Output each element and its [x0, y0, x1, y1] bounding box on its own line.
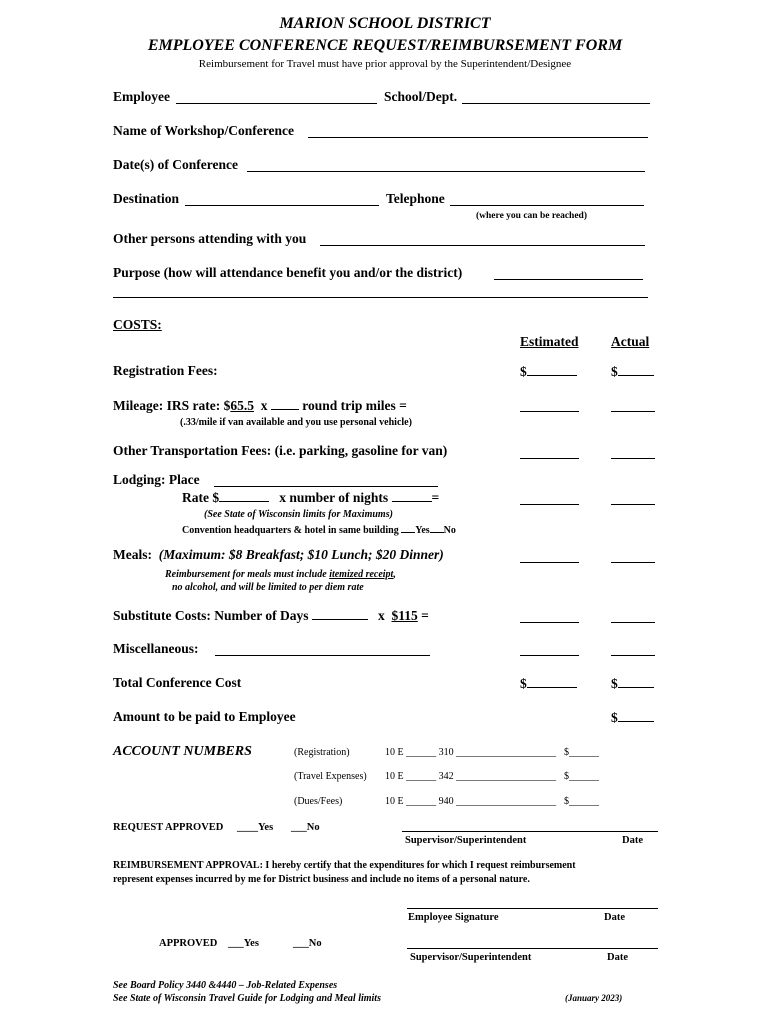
misc-field[interactable] — [215, 655, 430, 656]
costs-heading: COSTS: — [113, 317, 162, 332]
substitute-days-field[interactable] — [312, 607, 368, 620]
substitute-rate: $115 — [391, 608, 418, 623]
total-actual[interactable] — [611, 675, 654, 692]
account-row-registration-amount[interactable]: $______ — [564, 747, 599, 758]
mileage-actual-field[interactable] — [611, 411, 655, 412]
dollar-sign: $ — [611, 676, 618, 691]
supervisor-signature-field[interactable] — [407, 948, 658, 949]
registration-actual[interactable] — [611, 363, 654, 380]
purpose-field[interactable] — [494, 279, 643, 280]
lodging-place-label: Lodging: Place — [113, 472, 200, 487]
telephone-note: (where you can be reached) — [476, 211, 587, 221]
registration-actual-blank[interactable] — [618, 363, 654, 376]
lodging-note-convention — [182, 523, 456, 536]
reimbursement-text-line2: represent expenses incurred by me for District business and include no items of a personal nature. — [113, 874, 530, 885]
request-date-label: Date — [622, 835, 643, 846]
meals-note-receipt — [165, 569, 396, 580]
actual-column-header: Actual — [611, 334, 650, 349]
mileage-note: (.33/mile if van available and you use personal vehicle) — [180, 417, 412, 428]
meals-label: Meals: — [113, 547, 152, 562]
convention-yes-field[interactable] — [401, 523, 415, 533]
lodging-place-field[interactable] — [214, 486, 438, 487]
request-signature-label: Supervisor/Superintendent — [405, 835, 527, 846]
substitute-times: x — [378, 608, 385, 623]
form-subtitle: Reimbursement for Travel must have prior approval by the Superintendent/Designee — [198, 58, 572, 70]
lodging-equals: = — [431, 490, 440, 505]
dollar-sign: $ — [520, 676, 527, 691]
total-estimated-blank[interactable] — [527, 675, 577, 688]
lodging-actual-field[interactable] — [611, 504, 655, 505]
account-row-dues-label: (Dues/Fees) — [294, 796, 343, 807]
others-field[interactable] — [320, 245, 645, 246]
substitute-label: Substitute Costs: Number of Days — [113, 608, 309, 623]
supervisor-date-label: Date — [607, 952, 628, 963]
destination-label: Destination — [113, 191, 180, 206]
meals-note-comma: , — [393, 569, 396, 580]
purpose-field-line2[interactable] — [113, 297, 648, 298]
registration-estimated-blank[interactable] — [527, 363, 577, 376]
supervisor-signature-label: Supervisor/Superintendent — [410, 952, 532, 963]
total-label: Total Conference Cost — [113, 675, 242, 690]
mileage-rate-label: Mileage: IRS rate: $ — [113, 398, 231, 413]
footer-date: (January 2023) — [565, 993, 623, 1003]
dates-label: Date(s) of Conference — [113, 157, 238, 172]
lodging-nights-field[interactable] — [392, 489, 432, 502]
mileage-row — [113, 397, 407, 414]
other-transport-label: Other Transportation Fees: (i.e. parking, gasoline for van) — [113, 443, 448, 458]
registration-label: Registration Fees: — [113, 363, 218, 378]
form-title: EMPLOYEE CONFERENCE REQUEST/REIMBURSEMENT FORM — [147, 37, 623, 54]
approved-label: APPROVED — [159, 938, 218, 949]
dates-field[interactable] — [247, 171, 645, 172]
telephone-label: Telephone — [386, 191, 445, 206]
meals-actual-field[interactable] — [611, 562, 655, 563]
employee-signature-date-label: Date — [604, 912, 625, 923]
lodging-rate-label: Rate $ — [182, 490, 220, 505]
meals-note-text: Reimbursement for meals must include — [165, 569, 327, 580]
substitute-actual-field[interactable] — [611, 622, 655, 623]
meals-row — [113, 547, 444, 563]
convention-no-field[interactable] — [430, 523, 444, 533]
telephone-field[interactable] — [450, 205, 644, 206]
employee-signature-field[interactable] — [407, 908, 658, 909]
others-label: Other persons attending with you — [113, 231, 307, 246]
meals-note-alcohol: no alcohol, and will be limited to per diem rate — [172, 582, 364, 593]
dollar-sign: $ — [611, 364, 618, 379]
lodging-rate-row — [182, 489, 439, 506]
mileage-times: x — [260, 398, 268, 413]
approved-no-option[interactable]: ___No — [293, 938, 322, 949]
lodging-note-limits: (See State of Wisconsin limits for Maximums) — [204, 509, 393, 520]
convention-label: Convention headquarters & hotel in same building — [182, 525, 399, 536]
mileage-miles-field[interactable] — [271, 397, 299, 410]
substitute-estimated-field[interactable] — [520, 622, 579, 623]
dollar-sign: $ — [611, 710, 618, 725]
reimbursement-text-line1: REIMBURSEMENT APPROVAL: I hereby certify that the expenditures for which I request reimbursement — [113, 860, 576, 871]
substitute-equals: = — [421, 608, 429, 623]
lodging-nights-label: x number of nights — [279, 490, 389, 505]
request-no-option[interactable]: ___No — [291, 822, 320, 833]
account-row-registration-label: (Registration) — [294, 747, 350, 758]
employee-field[interactable] — [176, 103, 377, 104]
footer-travel-guide: See State of Wisconsin Travel Guide for Lodging and Meal limits — [113, 993, 381, 1004]
workshop-label: Name of Workshop/Conference — [113, 123, 294, 138]
account-row-travel-label: (Travel Expenses) — [294, 771, 367, 782]
account-row-dues-code[interactable]: 10 E ______ 940 ____________________ — [385, 796, 557, 807]
estimated-column-header: Estimated — [520, 334, 579, 349]
school-label: School/Dept. — [384, 89, 458, 104]
school-field[interactable] — [462, 103, 650, 104]
misc-estimated-field[interactable] — [520, 655, 579, 656]
employee-label: Employee — [113, 89, 170, 104]
purpose-label: Purpose (how will attendance benefit you and/or the district) — [113, 265, 463, 280]
amount-label: Amount to be paid to Employee — [113, 709, 296, 724]
dollar-sign: $ — [520, 364, 527, 379]
misc-actual-field[interactable] — [611, 655, 655, 656]
form-title-district: MARION SCHOOL DISTRICT — [279, 15, 491, 32]
account-row-dues-amount[interactable]: $______ — [564, 796, 599, 807]
request-approved-label: REQUEST APPROVED — [113, 822, 224, 833]
convention-yes-label: Yes — [415, 525, 430, 536]
account-row-registration-code[interactable]: 10 E ______ 310 ____________________ — [385, 747, 557, 758]
request-signature-field[interactable] — [402, 831, 658, 832]
destination-field[interactable] — [185, 205, 379, 206]
footer-board-policy: See Board Policy 3440 &4440 – Job-Related Expenses — [113, 980, 338, 991]
lodging-estimated-field[interactable] — [520, 504, 579, 505]
account-row-travel-code[interactable]: 10 E ______ 342 ____________________ — [385, 771, 557, 782]
amount-actual-blank[interactable] — [618, 709, 654, 722]
mileage-label: round trip miles = — [302, 398, 407, 413]
total-estimated[interactable] — [520, 675, 577, 692]
convention-no-label: No — [443, 525, 456, 536]
substitute-row — [113, 607, 429, 624]
meals-note-itemized: itemized receipt — [329, 569, 394, 580]
misc-label: Miscellaneous: — [113, 641, 199, 656]
meals-maximum: (Maximum: $8 Breakfast; $10 Lunch; $20 Dinner) — [158, 547, 444, 562]
transport-actual-field[interactable] — [611, 458, 655, 459]
amount-actual[interactable] — [611, 709, 654, 726]
account-numbers-heading: ACCOUNT NUMBERS — [113, 744, 252, 759]
mileage-estimated-field[interactable] — [520, 411, 579, 412]
transport-estimated-field[interactable] — [520, 458, 579, 459]
lodging-rate-field[interactable] — [219, 489, 269, 502]
approved-yes-option[interactable]: ___Yes — [228, 938, 259, 949]
total-actual-blank[interactable] — [618, 675, 654, 688]
employee-signature-label: Employee Signature — [408, 912, 499, 923]
account-row-travel-amount[interactable]: $______ — [564, 771, 599, 782]
mileage-rate: 65.5 — [230, 398, 254, 413]
request-yes-option[interactable]: ____Yes — [237, 822, 274, 833]
meals-estimated-field[interactable] — [520, 562, 579, 563]
registration-estimated[interactable] — [520, 363, 577, 380]
workshop-field[interactable] — [308, 137, 648, 138]
